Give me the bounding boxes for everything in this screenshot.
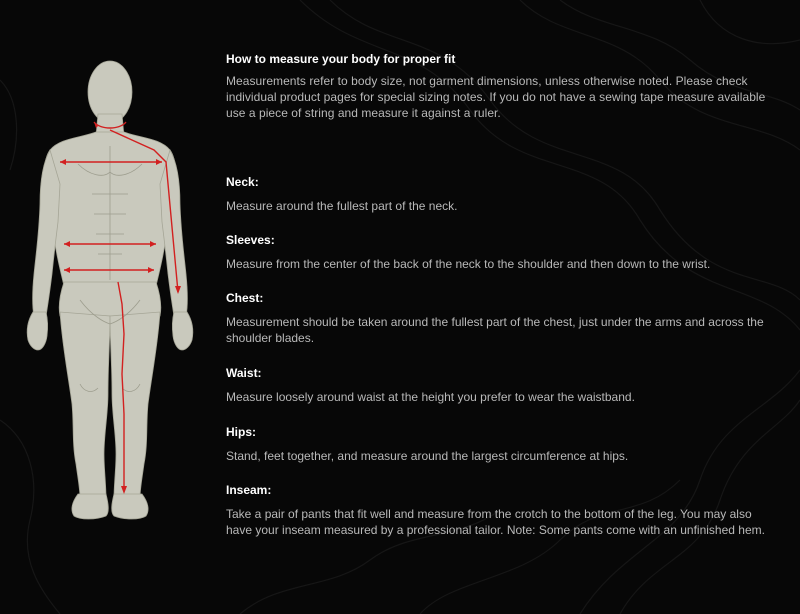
section-text-sleeves: Measure from the center of the back of the neck to the shoulder and then down to the wrist.	[226, 257, 711, 271]
section-neck	[226, 175, 778, 214]
page-title: How to measure your body for proper fit	[226, 52, 456, 66]
section-title-neck: Neck:	[226, 175, 259, 189]
section-text-hips: Stand, feet together, and measure around the largest circumference at hips.	[226, 449, 629, 463]
section-title-inseam: Inseam:	[226, 483, 272, 497]
section-text-inseam: Take a pair of pants that fit well and measure from the crotch to the bottom of the leg. You may also have your inseam measured by a professional tailor. Note: Some pants come with an unfinished hem.	[226, 507, 765, 537]
section-waist	[226, 366, 778, 405]
body-diagram	[20, 54, 200, 524]
section-title-sleeves: Sleeves:	[226, 233, 275, 247]
section-text-waist: Measure loosely around waist at the height you prefer to wear the waistband.	[226, 390, 635, 404]
section-hips	[226, 425, 778, 464]
section-text-chest: Measurement should be taken around the fullest part of the chest, just under the arms and across the shoulder blades.	[226, 315, 764, 345]
section-text-neck: Measure around the fullest part of the neck.	[226, 199, 458, 213]
body-silhouette	[27, 61, 193, 519]
section-title-waist: Waist:	[226, 366, 262, 380]
section-title-chest: Chest:	[226, 291, 264, 305]
section-chest	[226, 291, 778, 346]
section-inseam	[226, 483, 778, 538]
section-title-hips: Hips:	[226, 425, 256, 439]
measurement-guide	[226, 52, 778, 537]
intro-paragraph: Measurements refer to body size, not garment dimensions, unless otherwise noted. Please check individual product pages for special sizing notes. If you do not have a sewing tape measure available use a piece of string and measure it against a ruler.	[226, 74, 766, 120]
section-sleeves	[226, 233, 778, 272]
